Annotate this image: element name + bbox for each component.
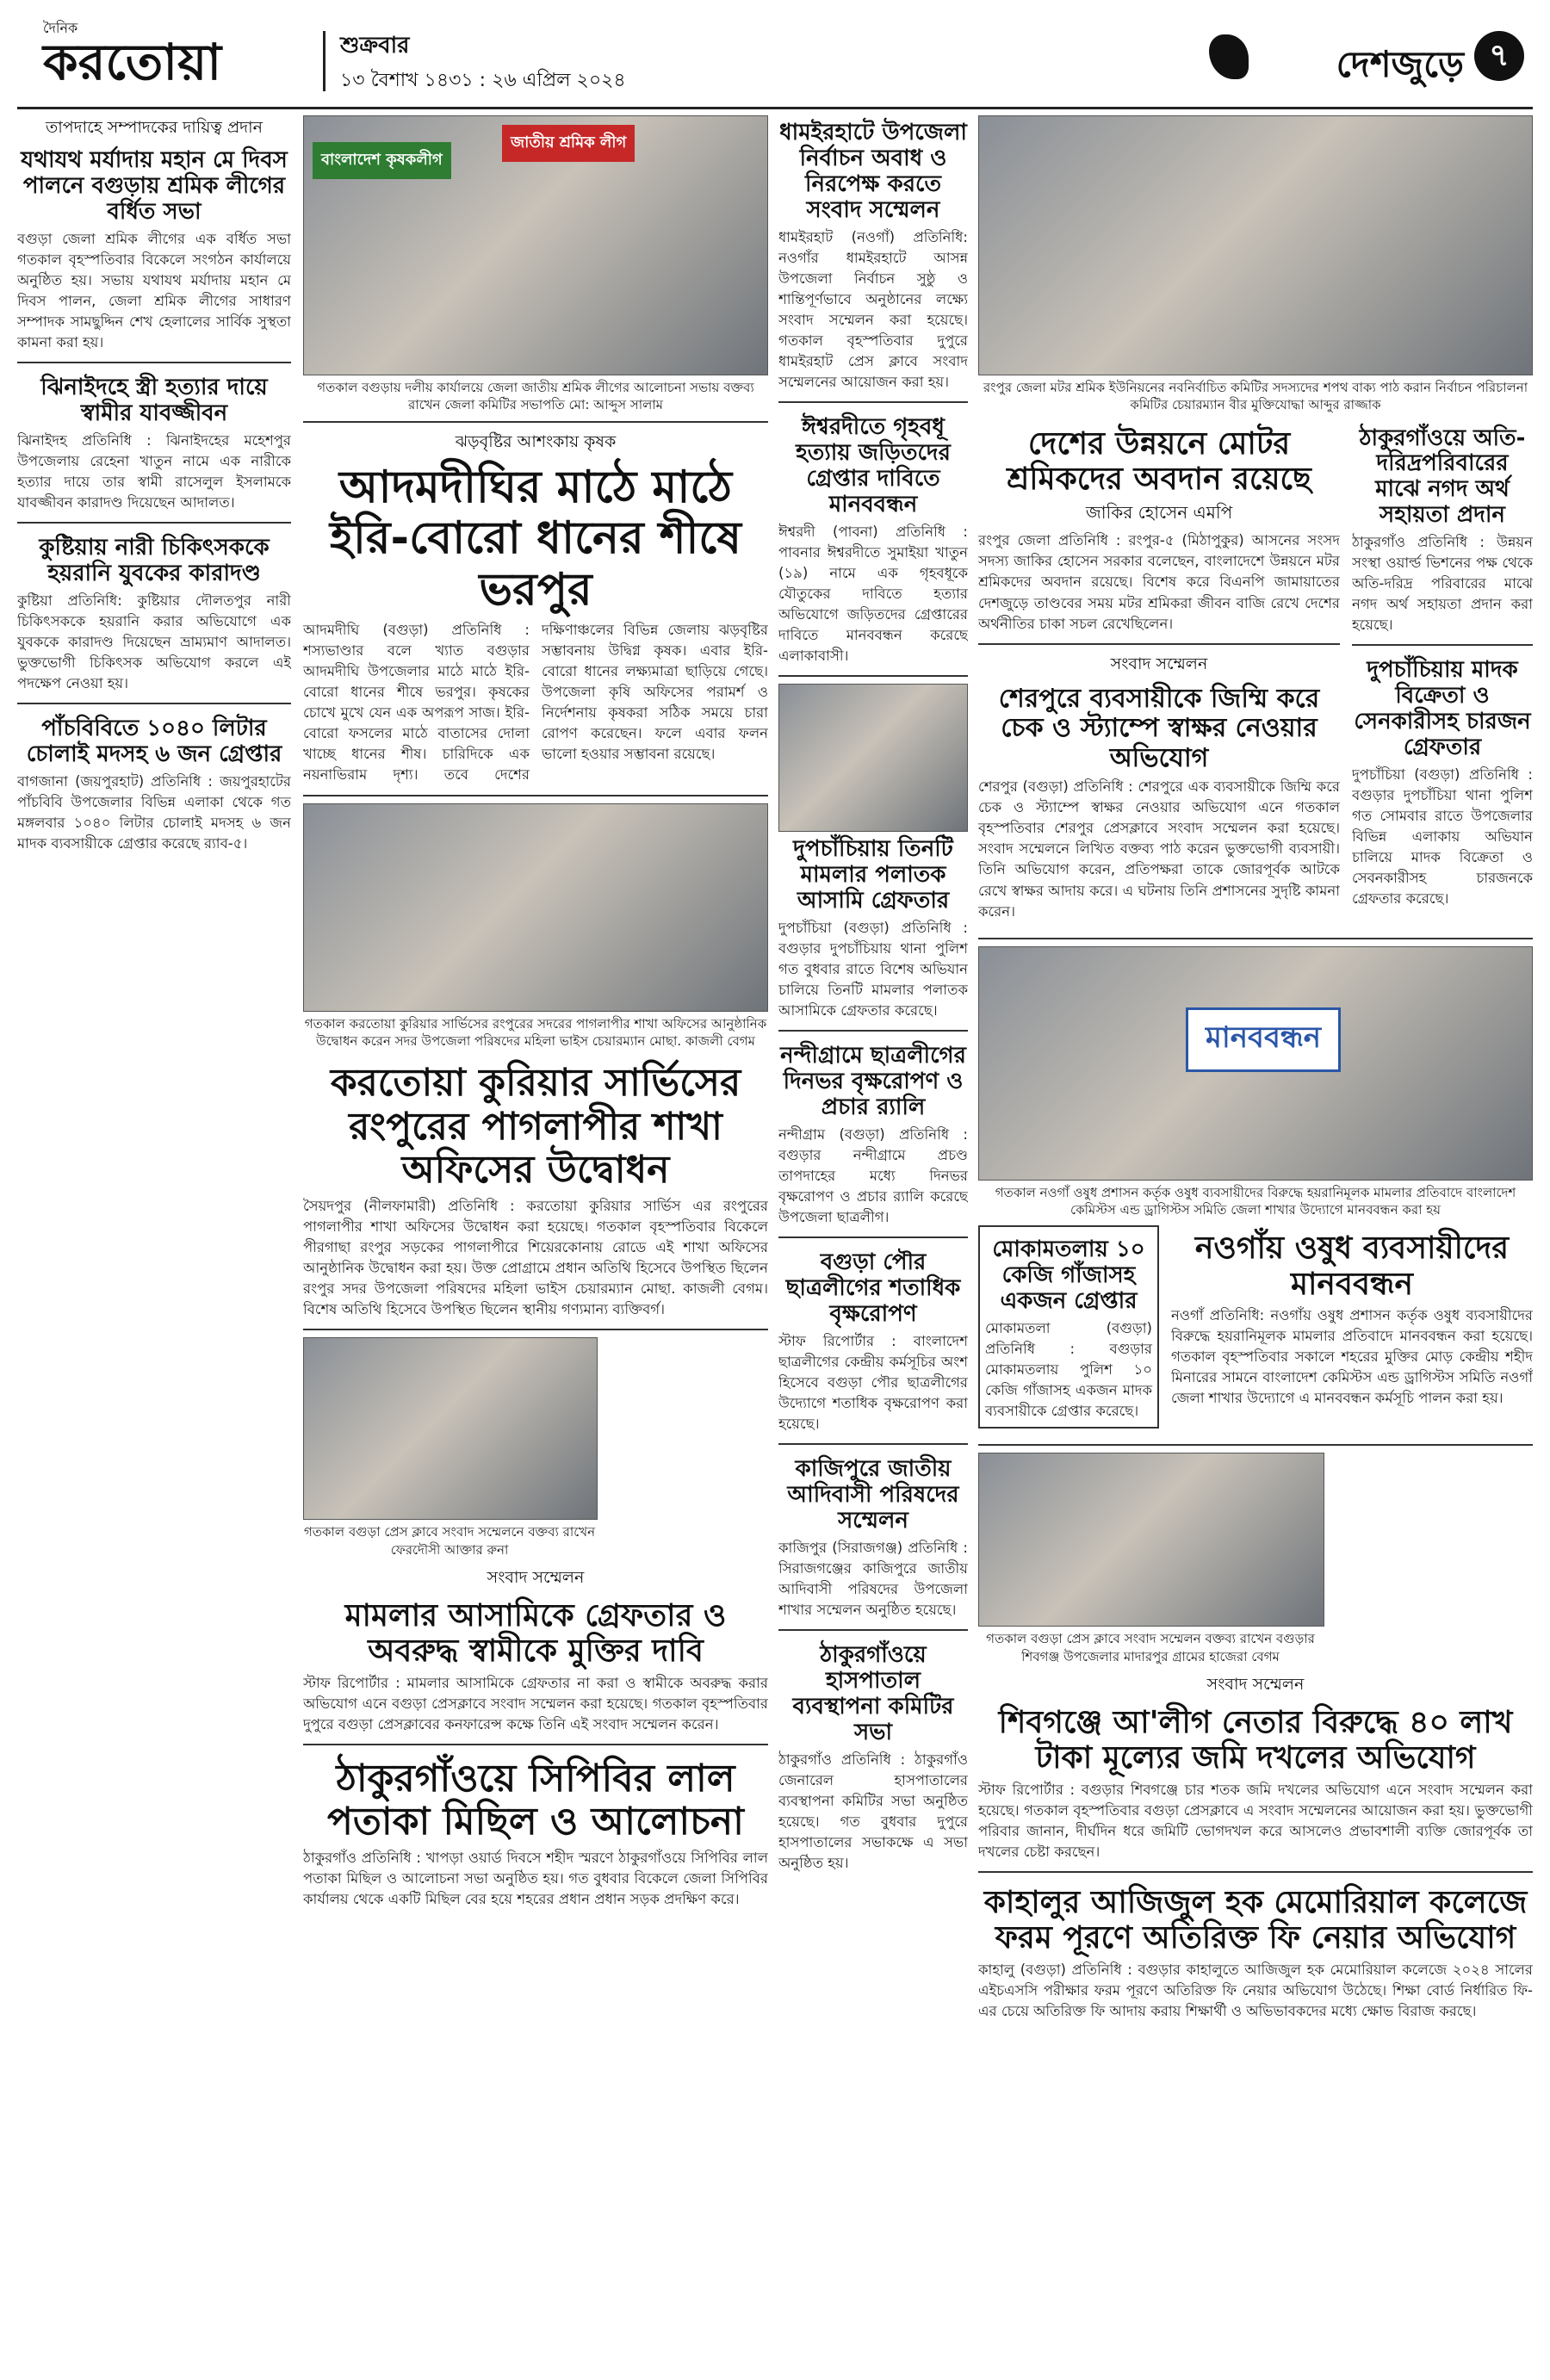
headline: শিবগঞ্জে আ'লীগ নেতার বিরুদ্ধে ৪০ লাখ টাকা মূল্যের জমি দখলের অভিযোগ xyxy=(998,1704,1513,1776)
story-dhupchanchia-arrest: দুপচাঁচিয়ায় তিনটি মামলার পলাতক আসামি গ্রেফতার দুপচাঁচিয়া (বগুড়া) প্রতিনিধি : বগুড়ার দুপচাঁচিয়ায় থানা পুলিশ গত বুধবার রাতে বিশেষ অভিযান চালিয়ে তিনটি মামলার পলাতক আসামিকে গ্রেফতার করেছে। xyxy=(778,836,968,1020)
headline: ঈশ্বরদীতে গৃহবধূ হত্যায় জড়িতদের গ্রেপ্তার দাবিতে মানববন্ধন xyxy=(796,414,951,518)
column-mid xyxy=(778,115,968,2363)
headline: ঠাকুরগাঁওয়ে অতি-দরিদ্রপরিবারের মাঝে নগদ অর্থ সহায়তা প্রদান xyxy=(1359,425,1526,529)
photo-caption: রংপুর জেলা মটর শ্রমিক ইউনিয়নের নবনির্বাচিত কমিটির সদস্যদের শপথ বাক্য পাঠ করান নির্বাচন পরিচালনা কমিটির চেয়ারম্যান বীর মুক্তিযোদ্ধা আব্দুর রাজ্জাক xyxy=(983,380,1528,413)
story-ishwardi: ঈশ্বরদীতে গৃহবধূ হত্যায় জড়িতদের গ্রেপ্তার দাবিতে মানববন্ধন ঈশ্বরদী (পাবনা) প্রতিনিধি : পাবনার ঈশ্বরদীতে সুমাইয়া খাতুন (১৯) নামে এক গৃহবধূকে যৌতুকের দাবিতে হত্যার অভিযোগে জড়িতদের গ্রেপ্তারের দাবিতে মানববন্ধন করেছে এলাকাবাসী। xyxy=(778,414,968,665)
story-courier: করতোয়া কুরিয়ার সার্ভিসের রংপুরের পাগলাপীর শাখা অফিসের উদ্বোধন সৈয়দপুর (নীলফামারী) প্রতিনিধি : করতোয়া কুরিয়ার সার্ভিস এর রংপুরের পাগলাপীর শাখা অফিসের উদ্বোধন করা হয়েছে। গতকাল বৃহস্পতিবার বিকেলে পীরগাছা রংপুর সড়কের পাগলাপীরে শিয়েরকোনায় রোডে এই শাখা অফিসের আনুষ্ঠানিক উদ্বোধন করা হয়। উক্ত প্রোগ্রামে প্রধান অতিথি হিসেবে উপস্থিত ছিলেন রংপুর সদর উপজেলা পরিষদের মহিলা ভাইস চেয়ারম্যান মোছা. কাজলী বেগম। বিশেষ অতিথি হিসেবে উপস্থিত ছিলেন স্থানীয় গণ্যমান্য ব্যক্তিবর্গ। xyxy=(303,1061,768,1318)
page-number: ৭ xyxy=(1474,31,1524,81)
section-title: দেশজুড়ে xyxy=(1336,43,1464,85)
story-cpb: ঠাকুরগাঁওয়ে সিপিবির লাল পতাকা মিছিল ও আলোচনা ঠাকুরগাঁও প্রতিনিধি : খাপড়া ওয়ার্ড দিবসে শহীদ স্মরণে ঠাকুরগাঁওয়ে সিপিবির লাল পতাকা মিছিল ও আলোচনা সভা অনুষ্ঠিত হয়। গত বুধবার বিকেলে জেলা সিপিবির কার্যালয় থেকে একটি মিছিল বের হয়ে শহরের প্রধান প্রধান সড়ক প্রদক্ষিণ করে। xyxy=(303,1756,768,1908)
story-adamdighi: ঝড়বৃষ্টির আশংকায় কৃষক আদমদীঘির মাঠে মাঠে ইরি-বোরো ধানের শীষে ভরপুর আদমদীঘি (বগুড়া) প্রতিনিধি : শস্যভাণ্ডার বলে খ্যাত বগুড়ার আদমদীঘি উপজেলার মাঠে মাঠে ইরি-বোরো ধানের শীষে ভরপুর। কৃষকের চোখে মুখে যেন এক অপরূপ সাজ। ইরি-বোরো ফসলের মাঠে বাতাসের দোলা খাচ্ছে ধানের শীষ। চারিদিকে এক নয়নাভিরাম দৃশ্য। তবে দেশের দক্ষিণাঞ্চলের বিভিন্ন জেলায় ঝড়বৃষ্টির সম্ভাবনায় উদ্বিগ্ন কৃষক। এবার ইরি-বোরো ধানের লক্ষ্যমাত্রা ছাড়িয়ে গেছে। উপজেলা কৃষি অফিসের পরামর্শ ও নির্দেশনায় কৃষকরা সঠিক সময়ে চারা রোপণ করেছেন। ফলে এবার ফলন ভালো হওয়ার সম্ভাবনা রয়েছে। xyxy=(303,431,768,784)
story-shibganj: সংবাদ সম্মেলন শিবগঞ্জে আ'লীগ নেতার বিরুদ্ধে ৪০ লাখ টাকা মূল্যের জমি দখলের অভিযোগ স্টাফ রিপোর্টার : বগুড়ার শিবগঞ্জে চার শতক জমি দখলের অভিযোগ এনে সংবাদ সম্মেলন করা হয়েছে। গতকাল বৃহস্পতিবার বগুড়া প্রেসক্লাবে এ সংবাদ সম্মেলনের আয়োজন করা হয়। ভুক্তভোগী পরিবার জানান, দীর্ঘদিন ধরে জমিটি ভোগদখল করে আসলেও প্রভাবশালী ব্যক্তি জোরপূর্বক তা দখলের চেষ্টা করছেন। xyxy=(978,1674,1533,1860)
story-sherpur: সংবাদ সম্মেলন শেরপুরে ব্যবসায়ীকে জিম্মি করে চেক ও স্ট্যাম্পে স্বাক্ষর নেওয়ার অভিযোগ শেরপুর (বগুড়া) প্রতিনিধি : শেরপুরে এক ব্যবসায়ীকে জিম্মি করে চেক ও স্ট্যাম্পে স্বাক্ষর নেওয়ার অভিযোগ এনে গতকাল বৃহস্পতিবার শেরপুর প্রেসক্লাবে সংবাদ সম্মেলন করা হয়েছে। সংবাদ সম্মেলনে লিখিত বক্তব্য পাঠ করেন ভুক্তভোগী ব্যবসায়ী। তিনি অভিযোগ করেন, প্রতিপক্ষরা তাকে জোরপূর্বক আটকে রেখে স্বাক্ষর আদায় করে। এ ঘটনায় তিনি প্রশাসনের সুদৃষ্টি কামনা করেন। xyxy=(978,654,1340,920)
masthead xyxy=(17,12,1533,109)
headline: দুপচাঁচিয়ায় তিনটি মামলার পলাতক আসামি গ্রেফতার xyxy=(793,836,953,914)
column-center xyxy=(303,115,768,2363)
story-thakurgaon-hospital: ঠাকুরগাঁওয়ে হাসপাতাল ব্যবস্থাপনা কমিটির সভা ঠাকুরগাঁও প্রতিনিধি : ঠাকুরগাঁও জেনারেল হাসপাতালের ব্যবস্থাপনা কমিটির সভা অনুষ্ঠিত হয়েছে। গত বুধবার দুপুরে হাসপাতালের সভাকক্ষে এ সভা অনুষ্ঠিত হয়। xyxy=(778,1642,968,1872)
headline: শেরপুরে ব্যবসায়ীকে জিম্মি করে চেক ও স্ট্যাম্পে স্বাক্ষর নেওয়ার অভিযোগ xyxy=(998,683,1320,773)
headline: কাজিপুরে জাতীয় আদিবাসী পরিষদের সম্মেলন xyxy=(787,1456,959,1534)
photo-press-conference xyxy=(303,1337,598,1520)
headline: ঝিনাইদহে স্ত্রী হত্যার দায়ে স্বামীর যাবজ্জীবন xyxy=(40,375,268,427)
headline: নওগাঁয় ওষুধ ব্যবসায়ীদের মানববন্ধন xyxy=(1194,1230,1510,1302)
story-thakurgaon-aid: ঠাকুরগাঁওয়ে অতি-দরিদ্রপরিবারের মাঝে নগদ অর্থ সহায়তা প্রদান ঠাকুরগাঁও প্রতিনিধি : উন্নয়ন সংস্থা ওয়ার্ল্ড ভিশনের পক্ষ থেকে অতি-দরিদ্র পরিবারের মাঝে নগদ অর্থ সহায়তা প্রদান করা হয়েছে। xyxy=(1352,425,1533,634)
headline: ঠাকুরগাঁওয়ে সিপিবির লাল পতাকা মিছিল ও আলোচনা xyxy=(327,1756,744,1844)
story-bogura-poura: বগুড়া পৌর ছাত্রলীগের শতাধিক বৃক্ষরোপণ স্টাফ রিপোর্টার : বাংলাদেশ ছাত্রলীগের কেন্দ্রীয় কর্মসূচির অংশ হিসেবে বগুড়া পৌর ছাত্রলীগের উদ্যোগে শতাধিক বৃক্ষরোপণ করা হয়েছে। xyxy=(778,1249,968,1433)
headline: বগুড়া পৌর ছাত্রলীগের শতাধিক বৃক্ষরোপণ xyxy=(785,1249,961,1328)
headline: মোকামতলায় ১০ কেজি গাঁজাসহ একজন গ্রেপ্তার xyxy=(992,1236,1145,1314)
column-left xyxy=(17,115,291,2363)
story-kazipur: কাজিপুরে জাতীয় আদিবাসী পরিষদের সম্মেলন কাজিপুর (সিরাজগঞ্জ) প্রতিনিধি : সিরাজগঞ্জের কাজিপুরে জাতীয় আদিবাসী পরিষদের উপজেলা শাখার সম্মেলন অনুষ্ঠিত হয়েছে। xyxy=(778,1456,968,1619)
headline: কুষ্টিয়ায় নারী চিকিৎসককে হয়রানি যুবকের কারাদণ্ড xyxy=(39,535,270,587)
story-dhamoirhat: ধামইরহাটে উপজেলা নির্বাচন অবাধ ও নিরপেক্ষ করতে সংবাদ সম্মেলন ধামইরহাট (নওগাঁ) প্রতিনিধি: নওগাঁর ধামইরহাটে আসন্ন উপজেলা নির্বাচন সুষ্ঠু ও শান্তিপূর্ণভাবে অনুষ্ঠানের লক্ষ্যে সংবাদ সম্মেলন করা হয়েছে। গতকাল বৃহস্পতিবার দুপুরে ধামইরহাট প্রেস ক্লাবে সংবাদ সম্মেলনের আয়োজন করা হয়। xyxy=(778,120,968,391)
story-bogura-labour: তাপদাহে সম্পাদকের দায়িত্ব প্রদান যথাযথ মর্যাদায় মহান মে দিবস পালনে বগুড়ায় শ্রমিক লীগের বর্ধিত সভা বগুড়া জেলা শ্রমিক লীগের এক বর্ধিত সভা গতকাল বৃহস্পতিবার বিকেলে সংগঠন কার্যালয়ে অনুষ্ঠিত হয়। সভায় যথাযথ মর্যাদায় মহান মে দিবস পালন, জেলা শ্রমিক লীগের সাধারণ সম্পাদক সামছুদ্দিন শেখ হেলালের সার্বিক সুস্থতা কামনা করা হয়। xyxy=(17,118,291,351)
column-right xyxy=(978,115,1533,2363)
headline: আদমদীঘির মাঠে মাঠে ইরি-বোরো ধানের শীষে ভরপুর xyxy=(330,461,741,617)
photo-labour-meeting: বাংলাদেশ কৃষকলীগ জাতীয় শ্রমিক লীগ xyxy=(303,115,768,375)
newspaper-logo: দৈনিক করতোয়া xyxy=(43,20,222,91)
photo-shibganj-press xyxy=(978,1453,1324,1627)
masthead-divider xyxy=(323,31,326,91)
headline: দেশের উন্নয়নে মোটর শ্রমিকদের অবদান রয়েছে xyxy=(1007,425,1311,497)
photo-caption: গতকাল বগুড়া প্রেস ক্লাবে সংবাদ সম্মেলন বক্তব্য রাখেন বগুড়ার শিবগঞ্জ উপজেলার মাদারপুর গ্রামের হাজেরা বেগম xyxy=(986,1631,1315,1664)
headline: কাহালুর আজিজুল হক মেমোরিয়াল কলেজে ফরম পূরণে অতিরিক্ত ফি নেয়ার অভিযোগ xyxy=(983,1884,1528,1956)
story-mamla: সংবাদ সম্মেলন মামলার আসামিকে গ্রেফতার ও অবরুদ্ধ স্বামীকে মুক্তির দাবি স্টাফ রিপোর্টার : মামলার আসামিকে গ্রেফতার না করা ও স্বামীকে অবরুদ্ধ করার অভিযোগ এনে বগুড়া প্রেসক্লাবে সংবাদ সম্মেলন করা হয়েছে। গতকাল বৃহস্পতিবার দুপুরে বগুড়া প্রেসক্লাবের কনফারেন্স কক্ষে তিনি এই সংবাদ সম্মেলন করেন। xyxy=(303,1567,768,1732)
photo-caption: গতকাল করতোয়া কুরিয়ার সার্ভিসের রংপুরের সদরের পাগলাপীর শাখা অফিসের আনুষ্ঠানিক উদ্বোধন করেন সদর উপজেলা পরিষদের মহিলা ভাইস চেয়ারম্যান মোছা. কাজলী বেগম xyxy=(304,1015,767,1049)
photo-accused xyxy=(778,684,968,832)
headline: করতোয়া কুরিয়ার সার্ভিসের রংপুরের পাগলাপীর শাখা অফিসের উদ্বোধন xyxy=(330,1061,741,1193)
headline: নন্দীগ্রামে ছাত্রলীগের দিনভর বৃক্ষরোপণ ও প্রচার র‍্যালি xyxy=(780,1043,966,1121)
story-nandigram: নন্দীগ্রামে ছাত্রলীগের দিনভর বৃক্ষরোপণ ও প্রচার র‍্যালি নন্দীগ্রাম (বগুড়া) প্রতিনিধি : বগুড়ার নন্দীগ্রামে প্রচণ্ড তাপদাহের মধ্যে দিনভর বৃক্ষরোপণ ও প্রচার র‍্যালি করেছে উপজেলা ছাত্রলীগ। xyxy=(778,1043,968,1226)
story-panchbibi: পাঁচবিবিতে ১০৪০ লিটার চোলাই মদসহ ৬ জন গ্রেপ্তার বাগজানা (জয়পুরহাট) প্রতিনিধি : জয়পুরহাটের পাঁচবিবি উপজেলার বিভিন্ন এলাকা থেকে গত মঙ্গলবার ১০৪০ লিটার চোলাই মদসহ ৬ জন মাদক ব্যবসায়ীকে গ্রেপ্তার করেছে র‍্যাব-৫। xyxy=(17,716,291,852)
headline: মামলার আসামিকে গ্রেফতার ও অবরুদ্ধ স্বামীকে মুক্তির দাবি xyxy=(344,1597,727,1670)
headline: দুপচাঁচিয়ায় মাদক বিক্রেতা ও সেনকারীসহ চারজন গ্রেফতার xyxy=(1354,657,1531,761)
issue-date: ১৩ বৈশাখ ১৪৩১ : ২৬ এপ্রিল ২০২৪ xyxy=(340,70,626,91)
headline: ধামইরহাটে উপজেলা নির্বাচন অবাধ ও নিরপেক্ষ করতে সংবাদ সম্মেলন xyxy=(779,120,967,223)
headline: যথাযথ মর্যাদায় মহান মে দিবস পালনে বগুড়ায় শ্রমিক লীগের বর্ধিত সভা xyxy=(21,147,288,225)
headline: পাঁচবিবিতে ১০৪০ লিটার চোলাই মদসহ ৬ জন গ্রেপ্তার xyxy=(26,716,282,768)
story-kahalu: কাহালুর আজিজুল হক মেমোরিয়াল কলেজে ফরম পূরণে অতিরিক্ত ফি নেয়ার অভিযোগ কাহালু (বগুড়া) প্রতিনিধি : বগুড়ার কাহালুতে আজিজুল হক মেমোরিয়াল কলেজে ২০২৪ সালের এইচএসসি পরীক্ষার ফরম পূরণে অতিরিক্ত ফি নেয়ার অভিযোগ উঠেছে। শিক্ষা বোর্ড নির্ধারিত ফি-এর চেয়ে অতিরিক্ত ফি আদায় করায় শিক্ষার্থী ও অভিভাবকদের মধ্যে ক্ষোভ বিরাজ করছে। xyxy=(978,1884,1533,2019)
photo-caption: গতকাল নওগাঁ ওষুধ প্রশাসন কর্তৃক ওষুধ ব্যবসায়ীদের বিরুদ্ধে হয়রানিমূলক মামলার প্রতিবাদে বাংলাদেশ কেমিস্টস এন্ড ড্রাগিস্টস সমিতি জেলা শাখার উদ্যোগে মানববন্ধন করা হয় xyxy=(995,1184,1516,1218)
story-jhenaidah: ঝিনাইদহে স্ত্রী হত্যার দায়ে স্বামীর যাবজ্জীবন ঝিনাইদহ প্রতিনিধি : ঝিনাইদহের মহেশপুর উপজেলায় রেহেনা খাতুন নামে এক নারীকে হত্যার দায়ে তার স্বামী রাসেলুল ইসলামকে যাবজ্জীবন কারাদণ্ড দিয়েছেন আদালত। xyxy=(17,375,291,511)
story-mokamtola: মোকামতলায় ১০ কেজি গাঁজাসহ একজন গ্রেপ্তার মোকামতলা (বগুড়া) প্রতিনিধি : বগুড়ার মোকামতলায় পুলিশ ১০ কেজি গাঁজাসহ একজন মাদক ব্যবসায়ীকে গ্রেপ্তার করেছে। xyxy=(978,1225,1159,1429)
photo-caption: গতকাল বগুড়ায় দলীয় কার্যালয়ে জেলা জাতীয় শ্রমিক লীগের আলোচনা সভায় বক্তব্য রাখেন জেলা কমিটির সভাপতি মো: আব্দুস সালাম xyxy=(317,380,754,413)
photo-oath-ceremony xyxy=(978,115,1533,375)
story-dhupchanchia-drug: দুপচাঁচিয়ায় মাদক বিক্রেতা ও সেনকারীসহ চারজন গ্রেফতার দুপচাঁচিয়া (বগুড়া) প্রতিনিধি : বগুড়ার দুপচাঁচিয়া থানা পুলিশ গত সোমবার রাতে উপজেলার বিভিন্ন এলাকায় অভিযান চালিয়ে মাদক বিক্রেতা ও সেবনকারীসহ চারজনকে গ্রেফতার করেছে। xyxy=(1352,657,1533,908)
photo-human-chain: মানববন্ধন xyxy=(978,946,1533,1181)
photo-courier-opening xyxy=(303,803,768,1012)
story-motor: দেশের উন্নয়নে মোটর শ্রমিকদের অবদান রয়েছে জাকির হোসেন এমপি রংপুর জেলা প্রতিনিধি : রংপুর-৫ (মিঠাপুকুর) আসনের সংসদ সদস্য জাকির হোসেন সরকার বলেছেন, বাংলাদেশে উন্নয়নে মটর শ্রমিকদের অবদান রয়েছে। বিশেষ করে বিএনপি জামায়াতের দেশজুড়ে তাণ্ডবের সময় মটর শ্রমিকরা জীবন বাজি রেখে দেশের অর্থনীতির চাকা সচল রেখেছিলেন। xyxy=(978,425,1340,632)
story-kushtia: কুষ্টিয়ায় নারী চিকিৎসককে হয়রানি যুবকের কারাদণ্ড কুষ্টিয়া প্রতিনিধি: কুষ্টিয়ার দৌলতপুর নারী চিকিৎসককে হয়রানি করার অভিযোগে এক যুবককে কারাদণ্ড দিয়েছেন ভ্রাম্যমাণ আদালত। ভুক্তভোগী চিকিৎসক অভিযোগ করলে এই পদক্ষেপ নেওয়া হয়। xyxy=(17,535,291,692)
bangladesh-map-icon xyxy=(1209,34,1249,79)
headline: ঠাকুরগাঁওয়ে হাসপাতাল ব্যবস্থাপনা কমিটির সভা xyxy=(792,1642,954,1746)
story-naogaon: নওগাঁয় ওষুধ ব্যবসায়ীদের মানববন্ধন নওগাঁ প্রতিনিধি: নওগাঁয় ওষুধ প্রশাসন কর্তৃক ওষুধ ব্যবসায়ীদের বিরুদ্ধে হয়রানিমূলক মামলার প্রতিবাদে মানববন্ধন করা হয়েছে। গতকাল বৃহস্পতিবার সকালে শহরের মুক্তির মোড় কেন্দ্রীয় শহীদ মিনারের সামনে বাংলাদেশ কেমিস্টস এন্ড ড্রাগিস্টস সমিতি নওগাঁ জেলা শাখার উদ্যোগে এ মানববন্ধন কর্মসূচি পালন করা হয়। xyxy=(1171,1230,1533,1407)
issue-day: শুক্রবার xyxy=(340,33,410,59)
photo-caption: গতকাল বগুড়া প্রেস ক্লাবে সংবাদ সম্মেলনে বক্তব্য রাখেন ফেরদৌসী আক্তার রুনা xyxy=(303,1524,596,1558)
